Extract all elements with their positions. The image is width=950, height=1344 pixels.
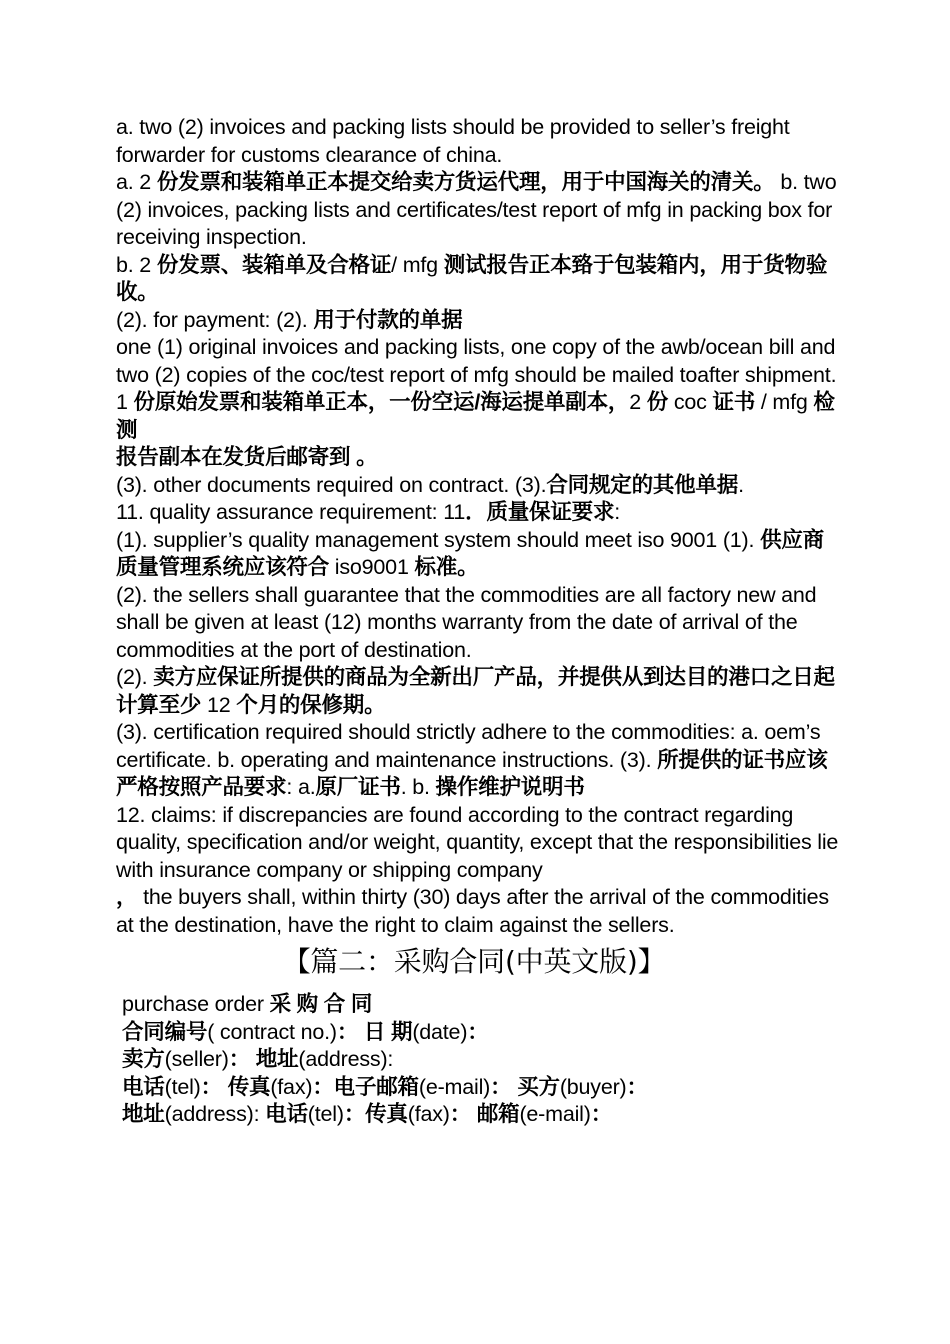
purchase-order-title: purchase order 采 购 合 同: [122, 992, 373, 1016]
quality-system-line: (1). supplier’s quality management system should meet iso 9001 (1). 供应商质量管理系统应该符合 iso9001 标准。: [116, 527, 824, 579]
original-docs-cn: 1 份原始发票和装箱单正本，一份空运/海运提单副本，2 份 coc 证书 / mfg 检测 报告副本在发货后邮寄到 。: [116, 390, 835, 469]
section-heading: 【篇二：采购合同(中英文版)】: [282, 945, 666, 978]
document-page: [116, 114, 840, 1129]
claims-paragraph: 12. claims: if discrepancies are found according to the contract regarding quality, specification and/or weight, quantity, except that the responsibilities lie with insurance company or shipping company ， the buyers shall, within thirty (30) days after the arrival of the commodities at the destination, have the right to claim against the sellers.: [116, 802, 839, 937]
buyer-address-line: 地址(address): 电话(tel)：传真(fax)： 邮箱(e-mail)：: [122, 1102, 613, 1126]
payment-line: (2). for payment: (2). 用于付款的单据: [116, 307, 463, 332]
other-docs-line: (3). other documents required on contract. (3).合同规定的其他单据.: [116, 472, 744, 497]
tel-fax-line: 电话(tel)： 传真(fax)：电子邮箱(e-mail)： 买方(buyer)：: [122, 1074, 648, 1099]
seller-line: 卖方(seller)： 地址(address):: [122, 1047, 394, 1071]
contract-no-line: 合同编号( contract no.)： 日 期(date)：: [122, 1019, 489, 1044]
certification-line: (3). certification required should strictly adhere to the commodities: a. oem’s certificate. b. operating and maintenance instructions. (3). 所提供的证书应该严格按照产品要求: a.原厂证书. b. 操作维护说明书: [116, 720, 828, 799]
clause-a-cn: a. 2 份发票和装箱单正本提交给卖方货运代理，用于中国海关的清关。 b. two (2) invoices, packing lists and certificates/test report of mfg in packing box for receiving inspection.: [116, 170, 837, 249]
factory-new-cn: (2). 卖方应保证所提供的商品为全新出厂产品，并提供从到达目的港口之日起计算至少 12 个月的保修期。: [116, 665, 835, 717]
clause-b-cn: b. 2 份发票、装箱单及合格证/ mfg 测试报告正本臵于包装箱内，用于货物验收。: [116, 252, 828, 304]
clause-a-en: a. two (2) invoices and packing lists should be provided to seller’s freight forwarder for customs clearance of china.: [116, 115, 790, 167]
factory-new-en: (2). the sellers shall guarantee that the commodities are all factory new and shall be given at least (12) months warranty from the date of arrival of the commodities at the port of destination.: [116, 582, 817, 662]
quality-assurance-line: 11. quality assurance requirement: 11．质量保证要求:: [116, 500, 621, 524]
original-docs-en: one (1) original invoices and packing lists, one copy of the awb/ocean bill and two (2) copies of the coc/test report of mfg should be mailed toafter shipment.: [116, 335, 837, 387]
